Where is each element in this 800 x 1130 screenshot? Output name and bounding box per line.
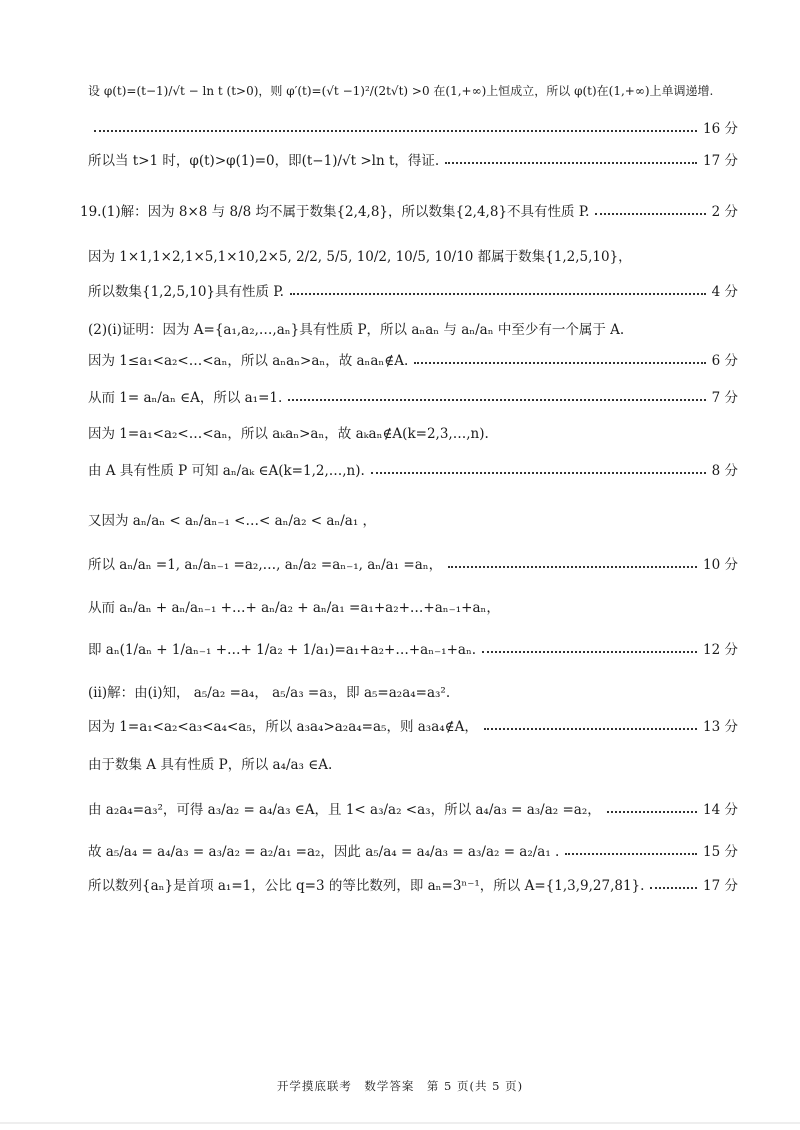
line-1 <box>88 82 738 100</box>
score: 6 分 <box>711 353 738 369</box>
line-text: 从而 1= aₙ/aₙ ∈A，所以 a₁=1. <box>88 390 283 406</box>
leader-dots <box>650 887 697 889</box>
leader-dots <box>94 130 697 132</box>
line-10 <box>88 425 738 443</box>
line-text: 所以 aₙ/aₙ =1, aₙ/aₙ₋₁ =a₂,…, aₙ/a₂ =aₙ₋₁, aₙ/a₁ =aₙ， <box>88 557 443 573</box>
leader-dots <box>607 811 697 813</box>
leader-dots <box>565 853 697 855</box>
line-text: 因为 1=a₁<a₂<…<aₙ，所以 aₖaₙ>aₙ，故 aₖaₙ∉A(k=2,3,…,n). <box>88 426 489 442</box>
line-text: 所以数列{aₙ}是首项 a₁=1，公比 q=3 的等比数列，即 aₙ=3ⁿ⁻¹，所以 A={1,3,9,27,81}. <box>88 878 645 894</box>
leader-dots <box>371 472 706 474</box>
line-9 <box>88 389 738 407</box>
line-12 <box>88 512 738 530</box>
line-5 <box>88 248 738 266</box>
line-text: 19.(1)解：因为 8×8 与 8/8 均不属于数集{2,4,8}，所以数集{2,4,8}不具有性质 P. <box>80 204 590 220</box>
score: 10 分 <box>703 557 738 573</box>
line-18 <box>88 756 738 774</box>
line-text: 因为 1=a₁<a₂<a₃<a₄<a₅，所以 a₃a₄>a₂a₄=a₅，则 a₃a₄∉A， <box>88 719 478 735</box>
line-text: 故 a₅/a₄ = a₄/a₃ = a₃/a₂ = a₂/a₁ =a₂，因此 a₅/a₄ = a₄/a₃ = a₃/a₂ = a₂/a₁ . <box>88 844 560 860</box>
line-14 <box>88 599 738 617</box>
line-text: 由 A 具有性质 P 可知 aₙ/aₖ ∈A(k=1,2,…,n). <box>88 463 365 479</box>
line-text: 因为 1×1,1×2,1×5,1×10,2×5, 2/2, 5/5, 10/2, 10/5, 10/10 都属于数集{1,2,5,10}， <box>88 249 632 265</box>
line-8 <box>88 352 738 370</box>
leader-dots <box>595 213 705 215</box>
score: 12 分 <box>703 642 738 658</box>
score: 7 分 <box>711 390 738 406</box>
leader-dots <box>482 651 697 653</box>
line-11 <box>88 462 738 480</box>
score: 2 分 <box>711 204 738 220</box>
line-text: 从而 aₙ/aₙ + aₙ/aₙ₋₁ +…+ aₙ/a₂ + aₙ/a₁ =a₁+a₂+…+aₙ₋₁+aₙ， <box>88 600 500 616</box>
line-13 <box>88 556 738 574</box>
line-text: 由 a₂a₄=a₃²，可得 a₃/a₂ = a₄/a₃ ∈A，且 1< a₃/a₂ <a₃，所以 a₄/a₃ = a₃/a₂ =a₂， <box>88 802 601 818</box>
leader-dots <box>445 162 697 164</box>
score: 8 分 <box>711 463 738 479</box>
score: 17 分 <box>703 878 738 894</box>
line-7 <box>88 321 738 339</box>
line-text: 又因为 aₙ/aₙ < aₙ/aₙ₋₁ <…< aₙ/a₂ < aₙ/a₁ ， <box>88 513 377 529</box>
score: 16 分 <box>703 121 738 137</box>
line-17 <box>88 718 738 736</box>
line-20 <box>88 843 738 861</box>
line-text: 即 aₙ(1/aₙ + 1/aₙ₋₁ +…+ 1/a₂ + 1/a₁)=a₁+a₂+…+aₙ₋₁+aₙ. <box>88 642 477 658</box>
line-text: (2)(ⅰ)证明：因为 A={a₁,a₂,…,aₙ}具有性质 P，所以 aₙaₙ 与 aₙ/aₙ 中至少有一个属于 A. <box>88 322 625 338</box>
line-4 <box>80 203 738 221</box>
line-6 <box>88 283 738 301</box>
score: 13 分 <box>703 719 738 735</box>
line-text: (ⅱ)解：由(ⅰ)知， a₅/a₂ =a₄， a₅/a₃ =a₃，即 a₅=a₂a₄=a₃². <box>88 685 451 701</box>
line-text: 由于数集 A 具有性质 P，所以 a₄/a₃ ∈A. <box>88 757 333 773</box>
bottom-divider <box>0 1122 800 1124</box>
leader-dots <box>414 362 705 364</box>
line-19 <box>88 801 738 819</box>
score: 17 分 <box>703 153 738 169</box>
leader-dots <box>290 293 706 295</box>
score: 15 分 <box>703 844 738 860</box>
page-footer: 开学摸底联考 数学答案 第 5 页(共 5 页) <box>276 1079 524 1093</box>
leader-dots <box>288 399 705 401</box>
line-21 <box>88 877 738 895</box>
line-text: 所以当 t>1 时，φ(t)>φ(1)=0，即(t−1)/√t >ln t，得证. <box>88 153 440 169</box>
line-text: 因为 1≤a₁<a₂<…<aₙ，所以 aₙaₙ>aₙ，故 aₙaₙ∉A. <box>88 353 409 369</box>
leader-dots <box>484 728 697 730</box>
leader-dots <box>448 566 697 568</box>
line-15 <box>88 641 738 659</box>
line-text: 设 φ(t)=(t−1)/√t − ln t (t>0)，则 φ′(t)=(√t −1)²/(2t√t) >0 在(1,+∞)上恒成立，所以 φ(t)在(1,+∞)上单调递增. <box>88 84 714 98</box>
line-text: 所以数集{1,2,5,10}具有性质 P. <box>88 284 284 300</box>
line-3 <box>88 152 738 170</box>
line-16 <box>88 684 738 702</box>
line-2 <box>88 120 738 138</box>
score: 14 分 <box>703 802 738 818</box>
score: 4 分 <box>711 284 738 300</box>
